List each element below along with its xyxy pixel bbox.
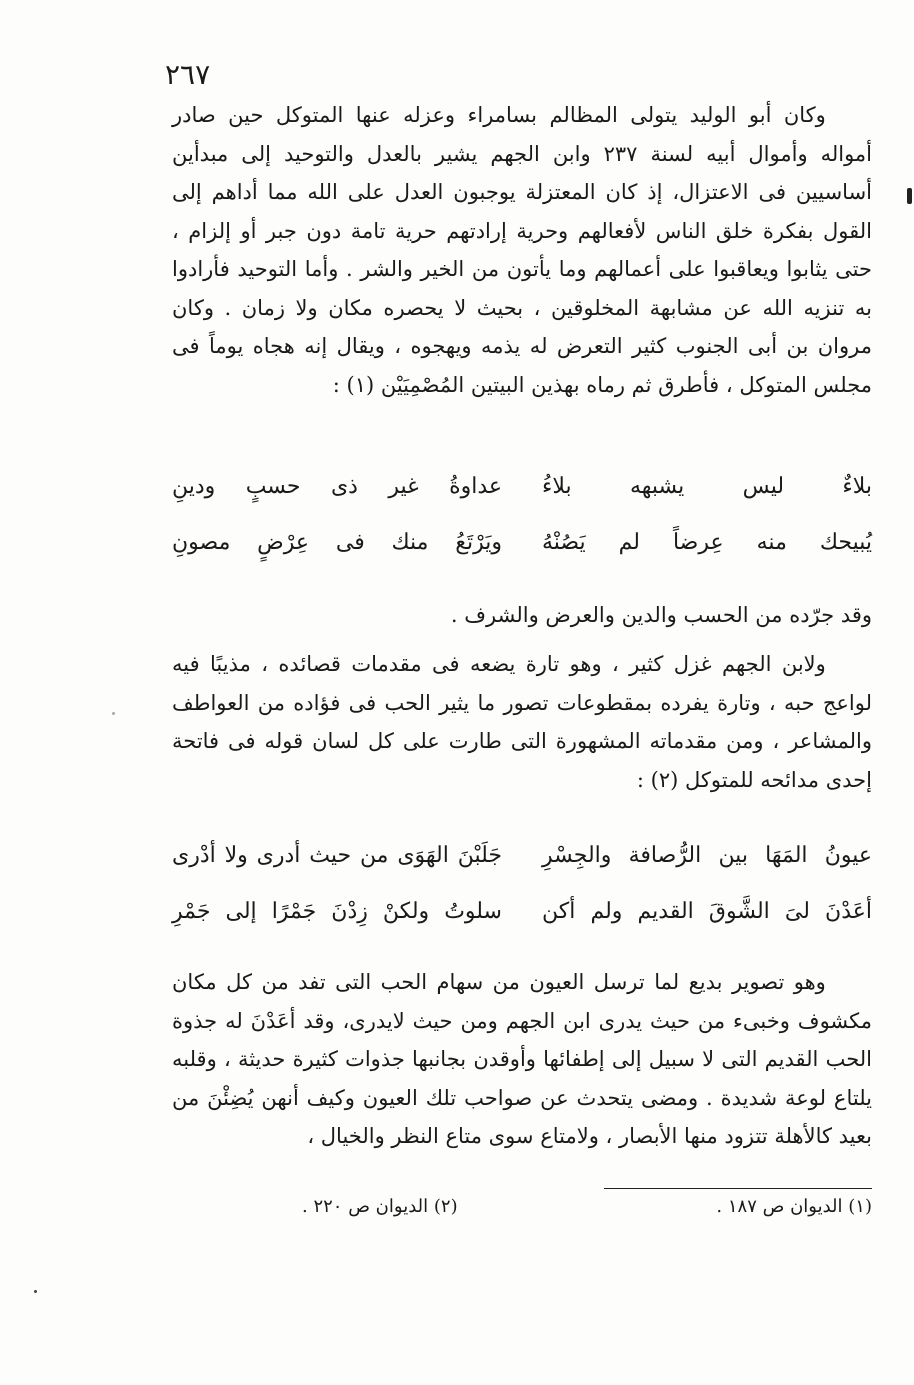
verse-line bbox=[172, 827, 872, 883]
paragraph-1 bbox=[172, 96, 872, 404]
footnote-separator bbox=[604, 1188, 872, 1189]
verse-second-hemistich: عداوةُ غير ذى حسبٍ ودينِ bbox=[172, 473, 502, 499]
page-number: ٢٦٧ bbox=[165, 58, 211, 91]
verse-line bbox=[172, 514, 872, 570]
paper-speck bbox=[34, 1290, 37, 1293]
verse-first-hemistich: يُبيحك منه عِرضاً لم يَصُنْهُ bbox=[542, 529, 872, 555]
paragraph-2-text: وقد جرّده من الحسب والدين والعرض والشرف . bbox=[450, 603, 872, 627]
verse-first-hemistich: عيونُ المَهَا بين الرُّصافة والجِسْرِ bbox=[542, 842, 872, 868]
footnotes bbox=[302, 1196, 872, 1217]
verse-second-hemistich: ويَرْتَعُ منك فى عِرْضٍ مصونِ bbox=[172, 529, 502, 555]
page-edge-mark bbox=[907, 188, 912, 204]
paragraph-2 bbox=[172, 596, 872, 635]
verse-first-hemistich: بلاءٌ ليس يشبهه بلاءُ bbox=[542, 473, 872, 499]
footnote-1: (١) الديوان ص ١٨٧ . bbox=[716, 1196, 872, 1217]
paragraph-4 bbox=[172, 963, 872, 1156]
paragraph-3-text: ولابن الجهم غزل كثير ، وهو تارة يضعه فى مقدمات قصائده ، مذيبًا فيه لواعج حبه ، وتارة يفرده بمقطوعات تصور ما يثير الحب فى فؤاده من العواطف والمشاعر ، ومن مقدماته المشهورة التى طارت على كل لسان قوله فى فاتحة إحدى مدائحه للمتوكل (٢) : bbox=[172, 652, 872, 792]
paragraph-3 bbox=[172, 645, 872, 799]
verse-block-1 bbox=[172, 458, 872, 570]
footnote-2: (٢) الديوان ص ٢٢٠ . bbox=[302, 1196, 458, 1217]
verse-block-2 bbox=[172, 827, 872, 939]
verse-line bbox=[172, 883, 872, 939]
paragraph-4-text: وهو تصوير بديع لما ترسل العيون من سهام الحب التى تفد من كل مكان مكشوف وخبىء من حيث يدرى ابن الجهم ومن حيث لايدرى، وقد أعَدْنَ له جذوة الحب القديم التى لا سبيل إلى إطفائها وأوقدن بجانبها جذوات كثيرة حديثة ، وقلبه يلتاع لوعة شديدة . ومضى يتحدث عن صواحب تلك العيون وكيف أنهن يُضِئْنَ من بعيد كالأهلة تتزود منها الأبصار ، ولامتاع سوى متاع النظر والخيال ، bbox=[172, 970, 872, 1148]
verse-line bbox=[172, 458, 872, 514]
verse-first-hemistich: أعَدْنَ لىَ الشَّوقَ القديم ولم أكن bbox=[542, 898, 872, 924]
paper-speck bbox=[112, 712, 115, 715]
paragraph-1-text: وكان أبو الوليد يتولى المظالم بسامراء وعزله عنها المتوكل حين صادر أمواله وأموال أبيه لسنة ٢٣٧ وابن الجهم يشير بالعدل والتوحيد إلى مبدأين أساسيين فى الاعتزال، إذ كان المعتزلة يوجبون العدل على الله مما أداهم إلى القول بفكرة خلق الناس لأفعالهم وحرية إرادتهم حرية تامة دون جبر أو إلزام ، حتى يثابوا ويعاقبوا على أعمالهم وما يأتون من الخير والشر . وأما التوحيد فأرادوا به تنزيه الله عن مشابهة المخلوقين ، بحيث لا يحصره مكان ولا زمان . وكان مروان بن أبى الجنوب كثير التعرض له يذمه ويهجوه ، ويقال إنه هجاه يوماً فى مجلس المتوكل ، فأطرق ثم رماه بهذين البيتين المُصْمِيَيْن (١) : bbox=[172, 103, 872, 397]
verse-second-hemistich: جَلَبْنَ الهَوَى من حيث أدرى ولا أدْرى bbox=[172, 842, 502, 868]
verse-second-hemistich: سلوتُ ولكنْ زِدْنَ جَمْرًا إلى جَمْرِ bbox=[172, 898, 502, 924]
